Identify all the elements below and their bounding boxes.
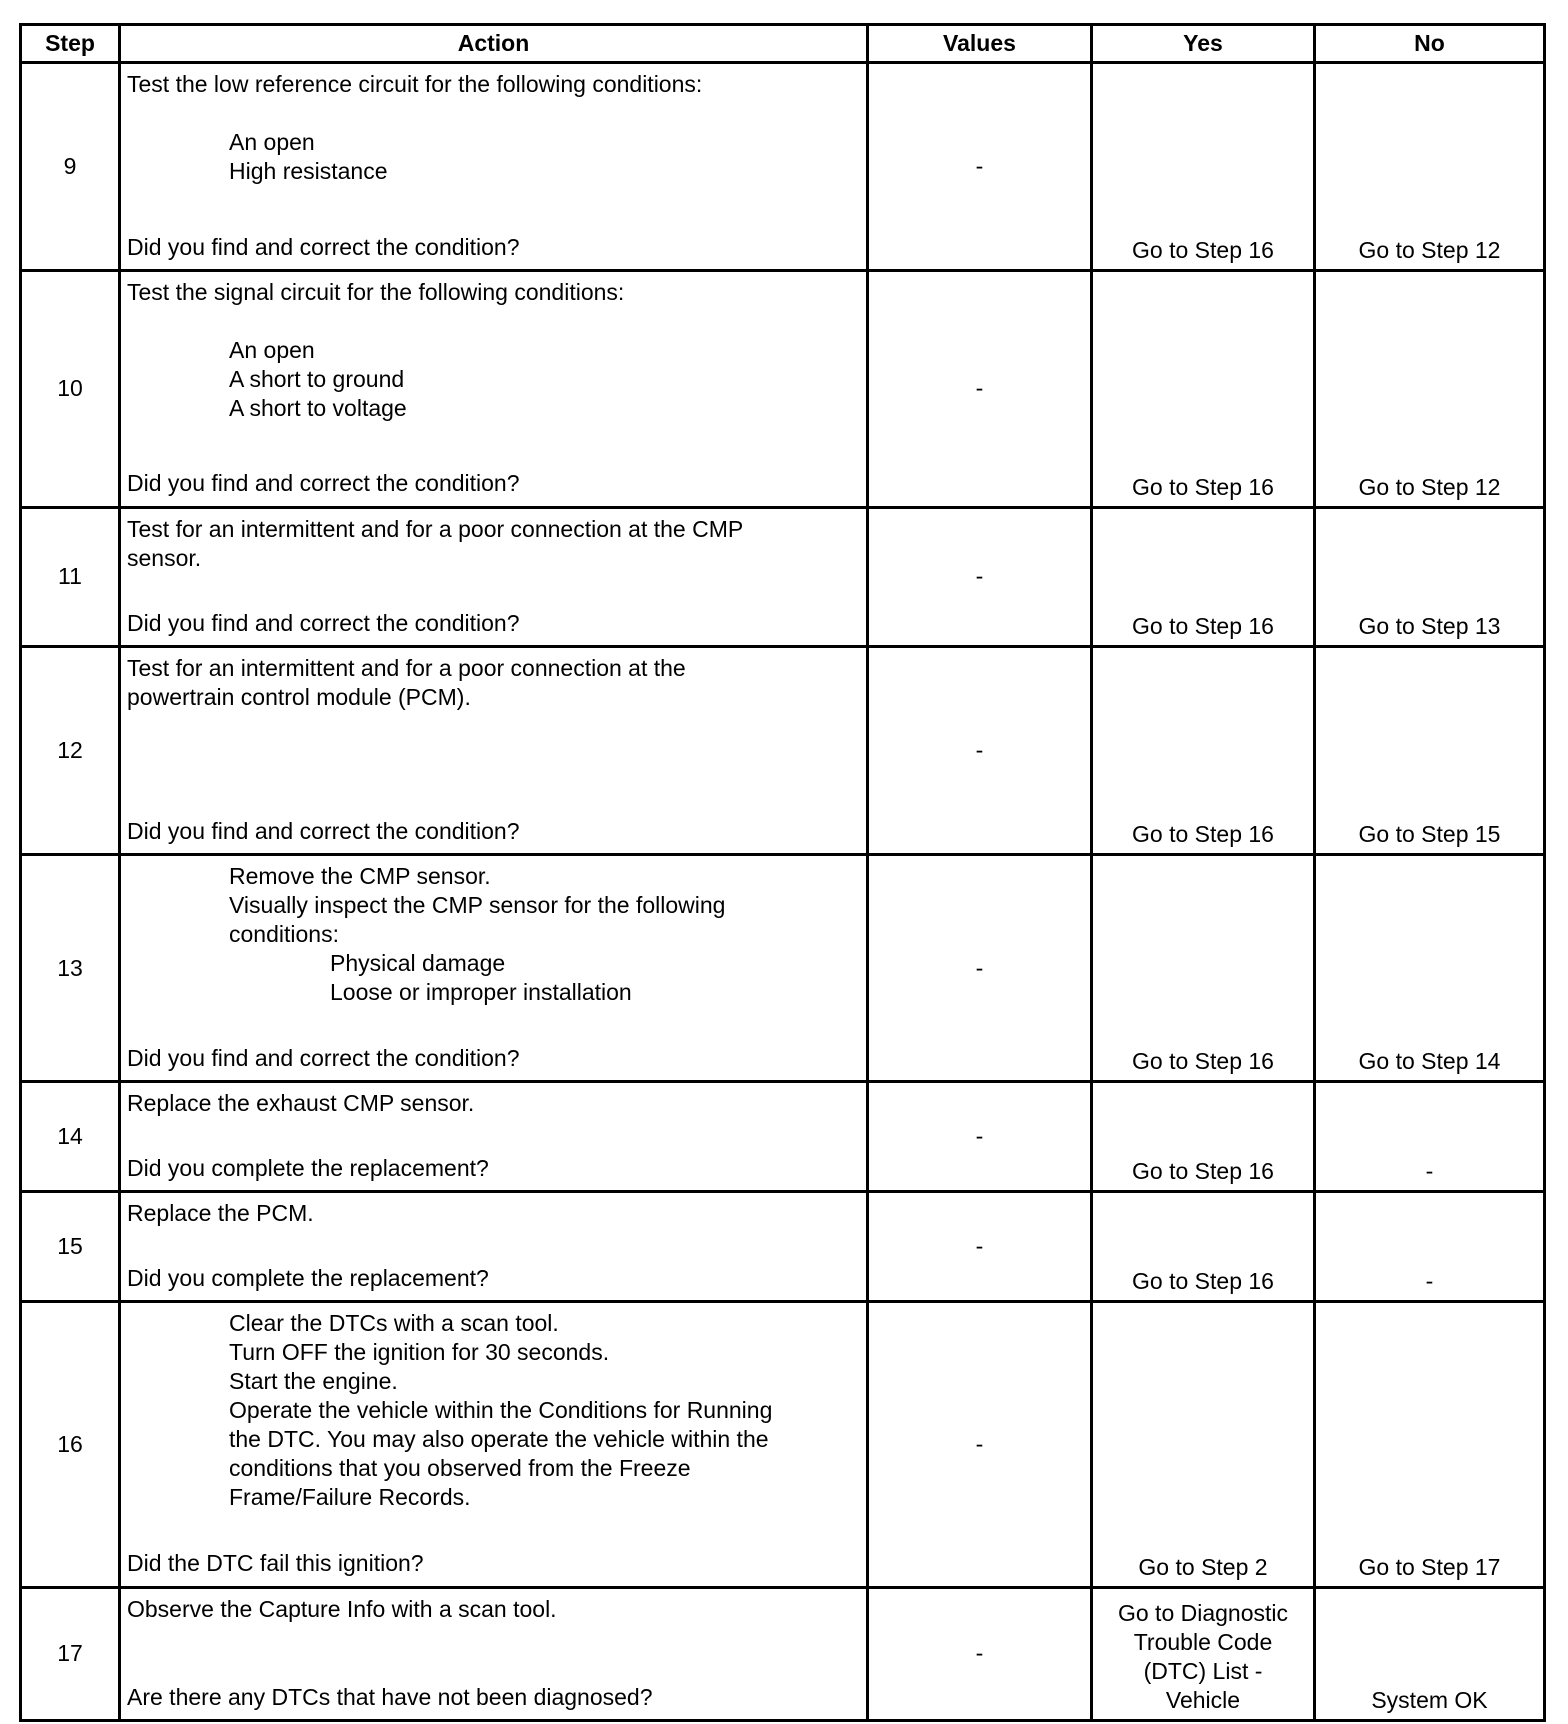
action-cell <box>120 646 868 854</box>
yes-result <box>1092 1587 1315 1720</box>
yes-result-text: Go to Step 16 <box>1132 820 1274 847</box>
action-line: Turn OFF the ignition for 30 seconds. <box>229 1339 610 1366</box>
values-cell: - <box>868 1192 1092 1302</box>
action-line: Observe the Capture Info with a scan tool. <box>127 1595 557 1622</box>
action-instructions <box>127 1309 856 1512</box>
action-line: conditions: <box>229 920 339 947</box>
action-cell <box>120 1192 868 1302</box>
header-row <box>21 25 1545 63</box>
action-line: Test for an intermittent and for a poor connection at the <box>127 654 686 681</box>
action-line: A short to voltage <box>229 395 407 422</box>
diagnostic-steps-table <box>19 23 1546 1722</box>
action-line: Test the signal circuit for the following conditions: <box>127 279 625 306</box>
yes-result <box>1092 271 1315 507</box>
header-action: Action <box>120 25 868 63</box>
table-row <box>21 507 1545 646</box>
action-line: Loose or improper installation <box>330 978 632 1005</box>
action-cell <box>120 63 868 271</box>
yes-result <box>1092 1082 1315 1192</box>
action-line: Test for an intermittent and for a poor connection at the CMP <box>127 515 744 542</box>
table-row <box>21 1082 1545 1192</box>
yes-result-text: Go to Step 16 <box>1132 473 1274 500</box>
header-yes: Yes <box>1092 25 1315 63</box>
action-cell <box>120 1302 868 1587</box>
no-result: - <box>1315 1082 1545 1192</box>
action-question: Did you find and correct the condition? <box>127 817 520 844</box>
action-line: Replace the PCM. <box>127 1200 314 1227</box>
values-cell: - <box>868 1082 1092 1192</box>
action-cell <box>120 507 868 646</box>
no-result: Go to Step 12 <box>1315 271 1545 507</box>
action-line: Operate the vehicle within the Conditions for Running <box>229 1397 773 1424</box>
table-row <box>21 1302 1545 1587</box>
values-cell: - <box>868 63 1092 271</box>
action-line: Physical damage <box>330 949 506 976</box>
action-line: Visually inspect the CMP sensor for the following <box>229 891 726 918</box>
yes-result-text: Go to Step 16 <box>1132 1048 1274 1075</box>
action-line: Remove the CMP sensor. <box>229 862 491 889</box>
header-step: Step <box>21 25 120 63</box>
table-row <box>21 271 1545 507</box>
action-line: the DTC. You may also operate the vehicle within the <box>229 1426 769 1453</box>
header-values: Values <box>868 25 1092 63</box>
action-line <box>127 99 856 128</box>
no-result: Go to Step 17 <box>1315 1302 1545 1587</box>
no-result: Go to Step 15 <box>1315 646 1545 854</box>
yes-result <box>1092 646 1315 854</box>
action-line: A short to ground <box>229 366 405 393</box>
values-cell: - <box>868 271 1092 507</box>
action-cell <box>120 271 868 507</box>
action-line <box>127 307 856 336</box>
no-result: Go to Step 14 <box>1315 854 1545 1081</box>
yes-result <box>1092 63 1315 271</box>
values-cell: - <box>868 1587 1092 1720</box>
action-line: sensor. <box>127 544 202 571</box>
action-instructions <box>127 862 856 1007</box>
action-line: An open <box>229 129 315 155</box>
yes-result-text: Go to Step 16 <box>1132 1268 1274 1295</box>
action-instructions <box>127 1595 856 1624</box>
action-line: An open <box>229 337 315 364</box>
yes-result-text: Go to Step 16 <box>1132 612 1274 639</box>
action-question: Did the DTC fail this ignition? <box>127 1550 424 1577</box>
no-result: System OK <box>1315 1587 1545 1720</box>
table-row <box>21 1587 1545 1720</box>
yes-result <box>1092 507 1315 646</box>
table-row <box>21 854 1545 1081</box>
action-line: Test the low reference circuit for the following conditions: <box>127 71 703 97</box>
action-cell <box>120 1587 868 1720</box>
step-number: 14 <box>21 1082 120 1192</box>
action-line: Replace the exhaust CMP sensor. <box>127 1090 475 1117</box>
no-result: Go to Step 12 <box>1315 63 1545 271</box>
yes-result <box>1092 1302 1315 1587</box>
yes-result-text: Go to Step 16 <box>1132 237 1274 264</box>
action-line: Frame/Failure Records. <box>229 1484 471 1511</box>
action-question: Did you find and correct the condition? <box>127 609 520 636</box>
action-question: Are there any DTCs that have not been diagnosed? <box>127 1683 653 1710</box>
action-instructions <box>127 1089 856 1118</box>
step-number: 9 <box>21 63 120 271</box>
table-row <box>21 646 1545 854</box>
yes-result <box>1092 1192 1315 1302</box>
no-result: - <box>1315 1192 1545 1302</box>
step-number: 15 <box>21 1192 120 1302</box>
step-number: 17 <box>21 1587 120 1720</box>
step-number: 12 <box>21 646 120 854</box>
yes-result-text: Go to Step 2 <box>1138 1553 1268 1580</box>
action-question: Did you find and correct the condition? <box>127 234 520 260</box>
values-cell: - <box>868 1302 1092 1587</box>
yes-result-text: Go to Diagnostic Trouble Code (DTC) List - Vehicle <box>1117 1600 1289 1713</box>
step-number: 11 <box>21 507 120 646</box>
action-question: Did you complete the replacement? <box>127 1155 489 1182</box>
action-instructions <box>127 1199 856 1228</box>
action-cell <box>120 1082 868 1192</box>
action-question: Did you find and correct the condition? <box>127 1044 520 1071</box>
step-number: 10 <box>21 271 120 507</box>
action-instructions <box>127 654 856 712</box>
action-line: powertrain control module (PCM). <box>127 683 471 710</box>
action-line: conditions that you observed from the Freeze <box>229 1455 691 1482</box>
action-line: Start the engine. <box>229 1368 398 1395</box>
yes-result <box>1092 854 1315 1081</box>
action-line: Clear the DTCs with a scan tool. <box>229 1310 559 1337</box>
action-instructions <box>127 70 856 186</box>
table-row <box>21 1192 1545 1302</box>
values-cell: - <box>868 854 1092 1081</box>
action-question: Did you find and correct the condition? <box>127 470 520 497</box>
step-number: 16 <box>21 1302 120 1587</box>
values-cell: - <box>868 646 1092 854</box>
action-question: Did you complete the replacement? <box>127 1265 489 1292</box>
action-line: High resistance <box>229 158 388 184</box>
action-cell <box>120 854 868 1081</box>
no-result: Go to Step 13 <box>1315 507 1545 646</box>
step-number: 13 <box>21 854 120 1081</box>
yes-result-text: Go to Step 16 <box>1132 1158 1274 1185</box>
table-row <box>21 63 1545 271</box>
action-instructions <box>127 515 856 573</box>
action-instructions <box>127 278 856 423</box>
header-no: No <box>1315 25 1545 63</box>
values-cell: - <box>868 507 1092 646</box>
